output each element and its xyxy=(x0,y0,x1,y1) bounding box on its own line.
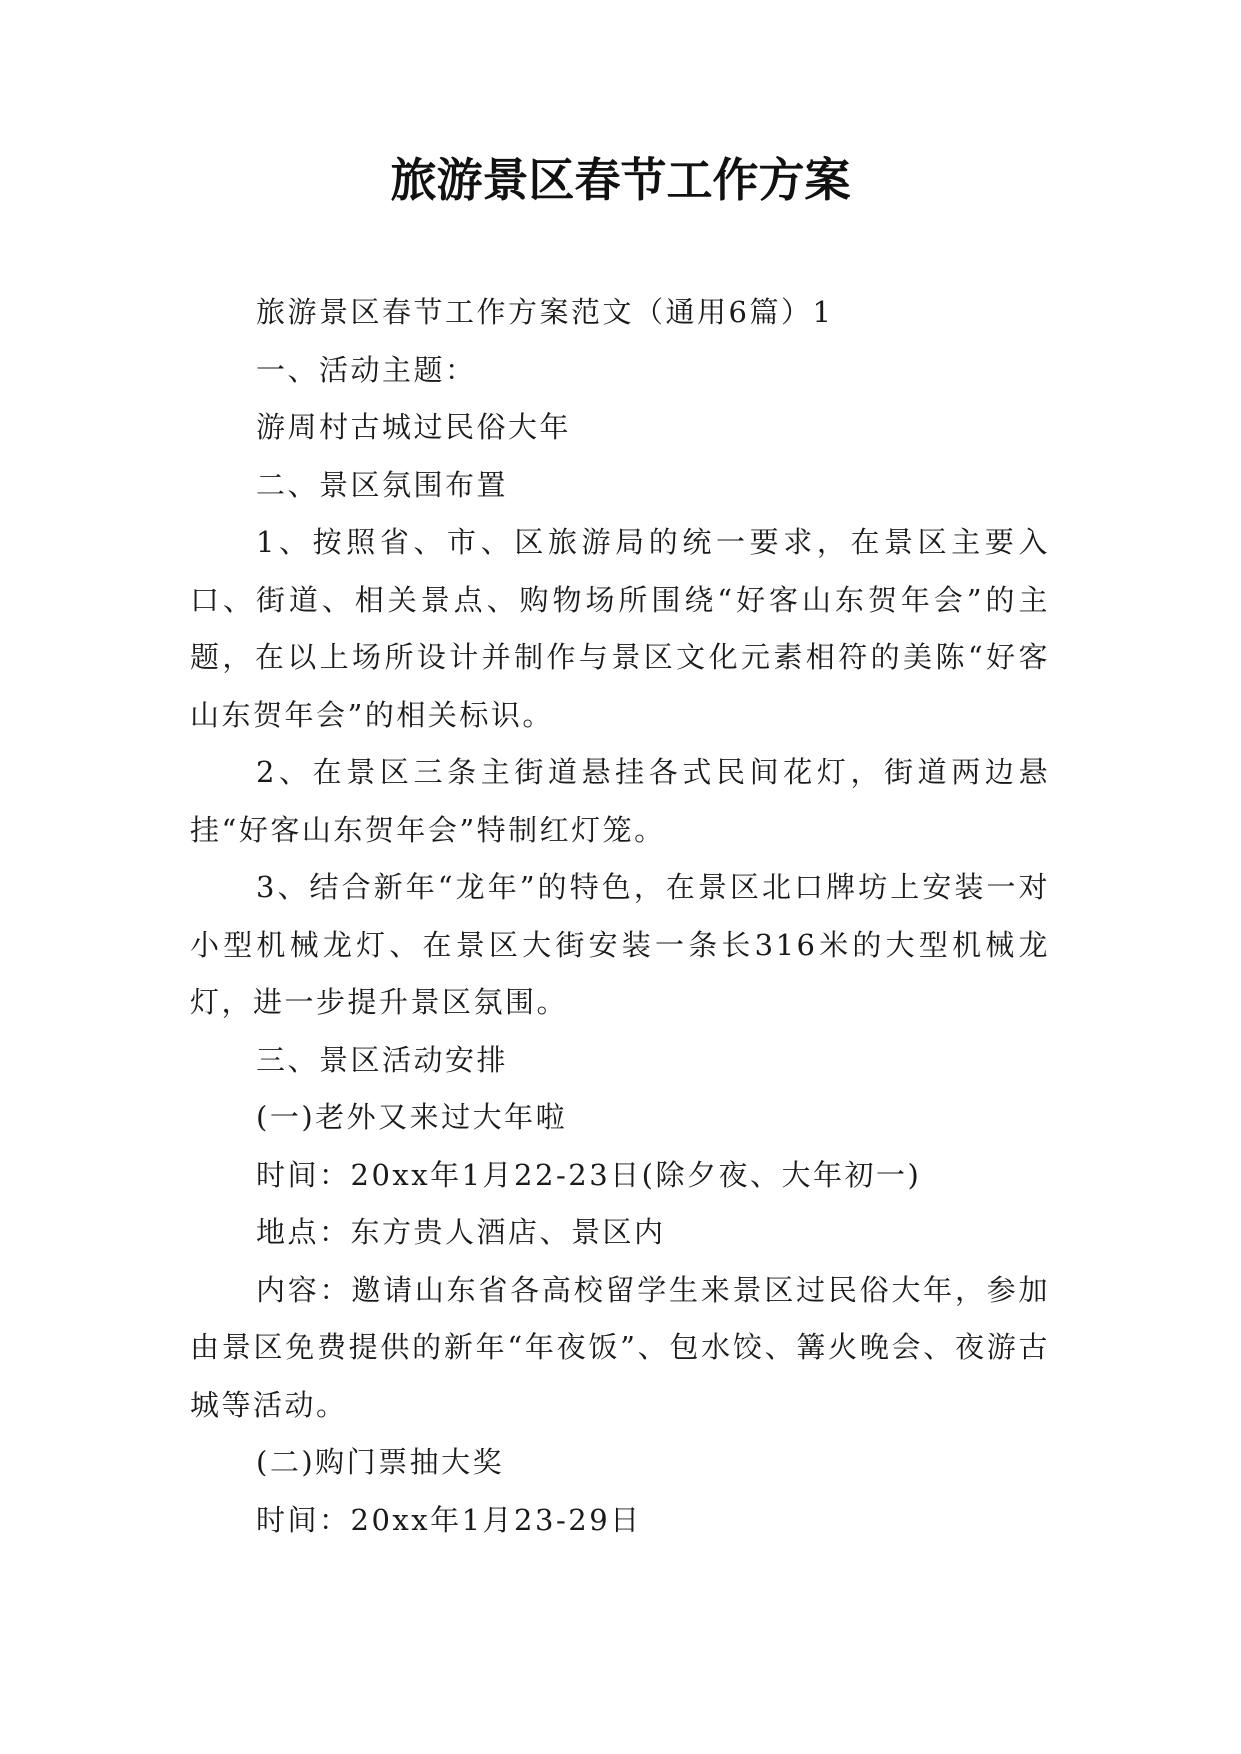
paragraph-item-2: 2、在景区三条主街道悬挂各式民间花灯，街道两边悬挂“好客山东贺年会”特制红灯笼。 xyxy=(190,755,1050,847)
paragraph-theme: 游周村古城过民俗大年 xyxy=(256,410,572,444)
paragraph-section-2: 二、景区氛围布置 xyxy=(256,467,509,502)
paragraph-content-1: 内容：邀请山东省各高校留学生来景区过民俗大年，参加由景区免费提供的新年“年夜饭”、包水饺、篝火晚会、夜游古城等活动。 xyxy=(190,1272,1050,1422)
paragraph-activity-1: (一)老外又来过大年啦 xyxy=(256,1100,568,1134)
paragraph-section-3: 三、景区活动安排 xyxy=(256,1042,509,1077)
paragraph-heading: 旅游景区春节工作方案范文（通用6篇）1 xyxy=(256,295,834,329)
paragraph-item-3: 3、结合新年“龙年”的特色，在景区北口牌坊上安装一对小型机械龙灯、在景区大街安装一条长316米的大型机械龙灯，进一步提升景区氛围。 xyxy=(190,870,1050,1019)
document-title: 旅游景区春节工作方案 xyxy=(390,153,851,207)
document-body xyxy=(190,284,1050,1549)
paragraph-section-1: 一、活动主题： xyxy=(256,352,477,387)
paragraph-time-1: 时间：20xx年1月22-23日(除夕夜、大年初一) xyxy=(256,1157,922,1192)
paragraph-time-2: 时间：20xx年1月23-29日 xyxy=(256,1502,642,1537)
paragraph-item-1: 1、按照省、市、区旅游局的统一要求，在景区主要入口、街道、相关景点、购物场所围绕“好客山东贺年会”的主题，在以上场所设计并制作与景区文化元素相符的美陈“好客山东贺年会”的相关标识。 xyxy=(190,525,1050,732)
paragraph-location-1: 地点：东方贵人酒店、景区内 xyxy=(256,1215,666,1249)
paragraph-activity-2: (二)购门票抽大奖 xyxy=(256,1445,505,1479)
